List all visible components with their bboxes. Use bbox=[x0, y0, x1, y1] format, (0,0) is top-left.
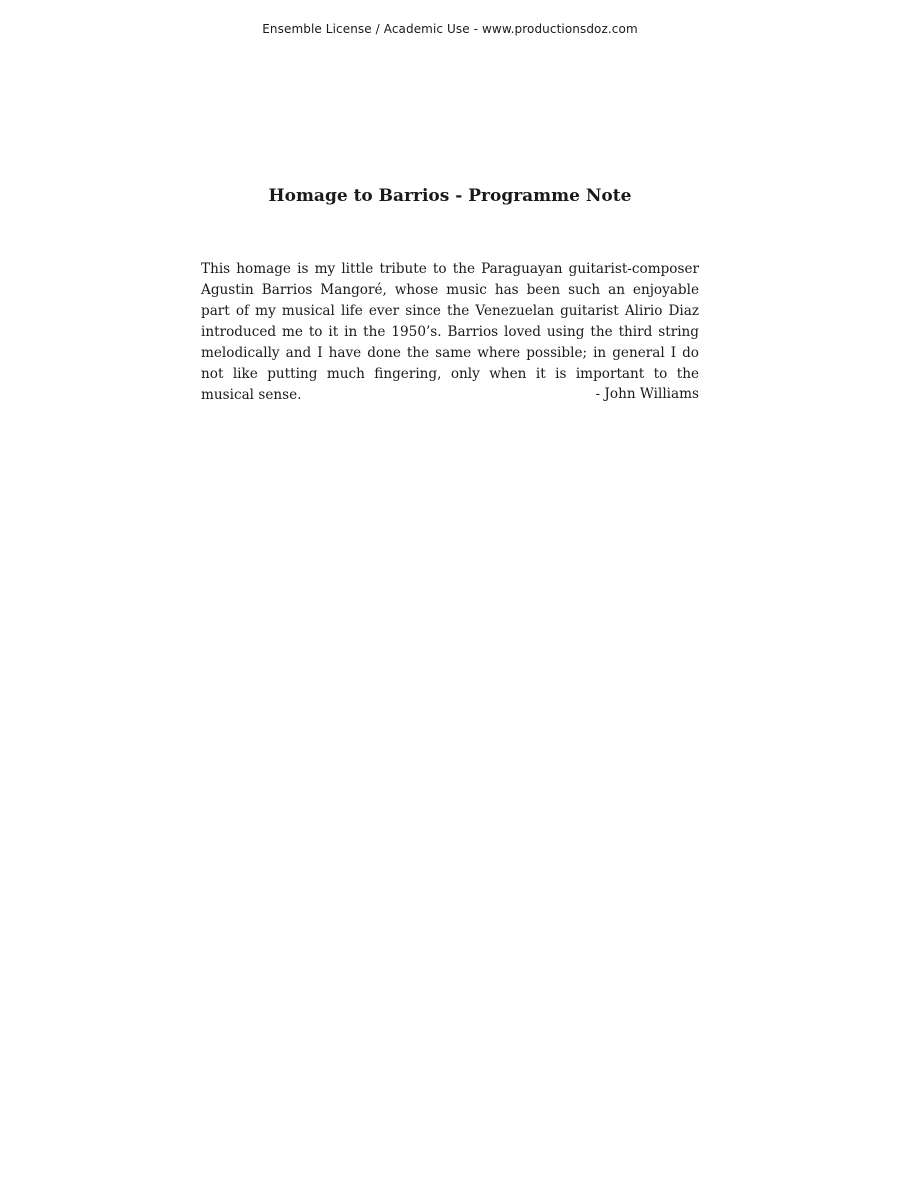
author-signature: - John Williams bbox=[595, 386, 699, 402]
page-title: Homage to Barrios - Programme Note bbox=[268, 186, 632, 206]
programme-note-body: This homage is my little tribute to the Paraguayan guitarist-composer Agustin Barrios Mangoré, whose music has been such an enjoyable part of my musical life ever since the Venezuelan guitarist Alirio Diaz introduced me to it in the 1950’s. Barrios loved using the third string melodically and I have done the same where possible; in general I do not like putting much fingering, only when it is important to the musical sense. bbox=[201, 261, 699, 403]
license-header: Ensemble License / Academic Use - www.productionsdoz.com bbox=[262, 22, 638, 36]
